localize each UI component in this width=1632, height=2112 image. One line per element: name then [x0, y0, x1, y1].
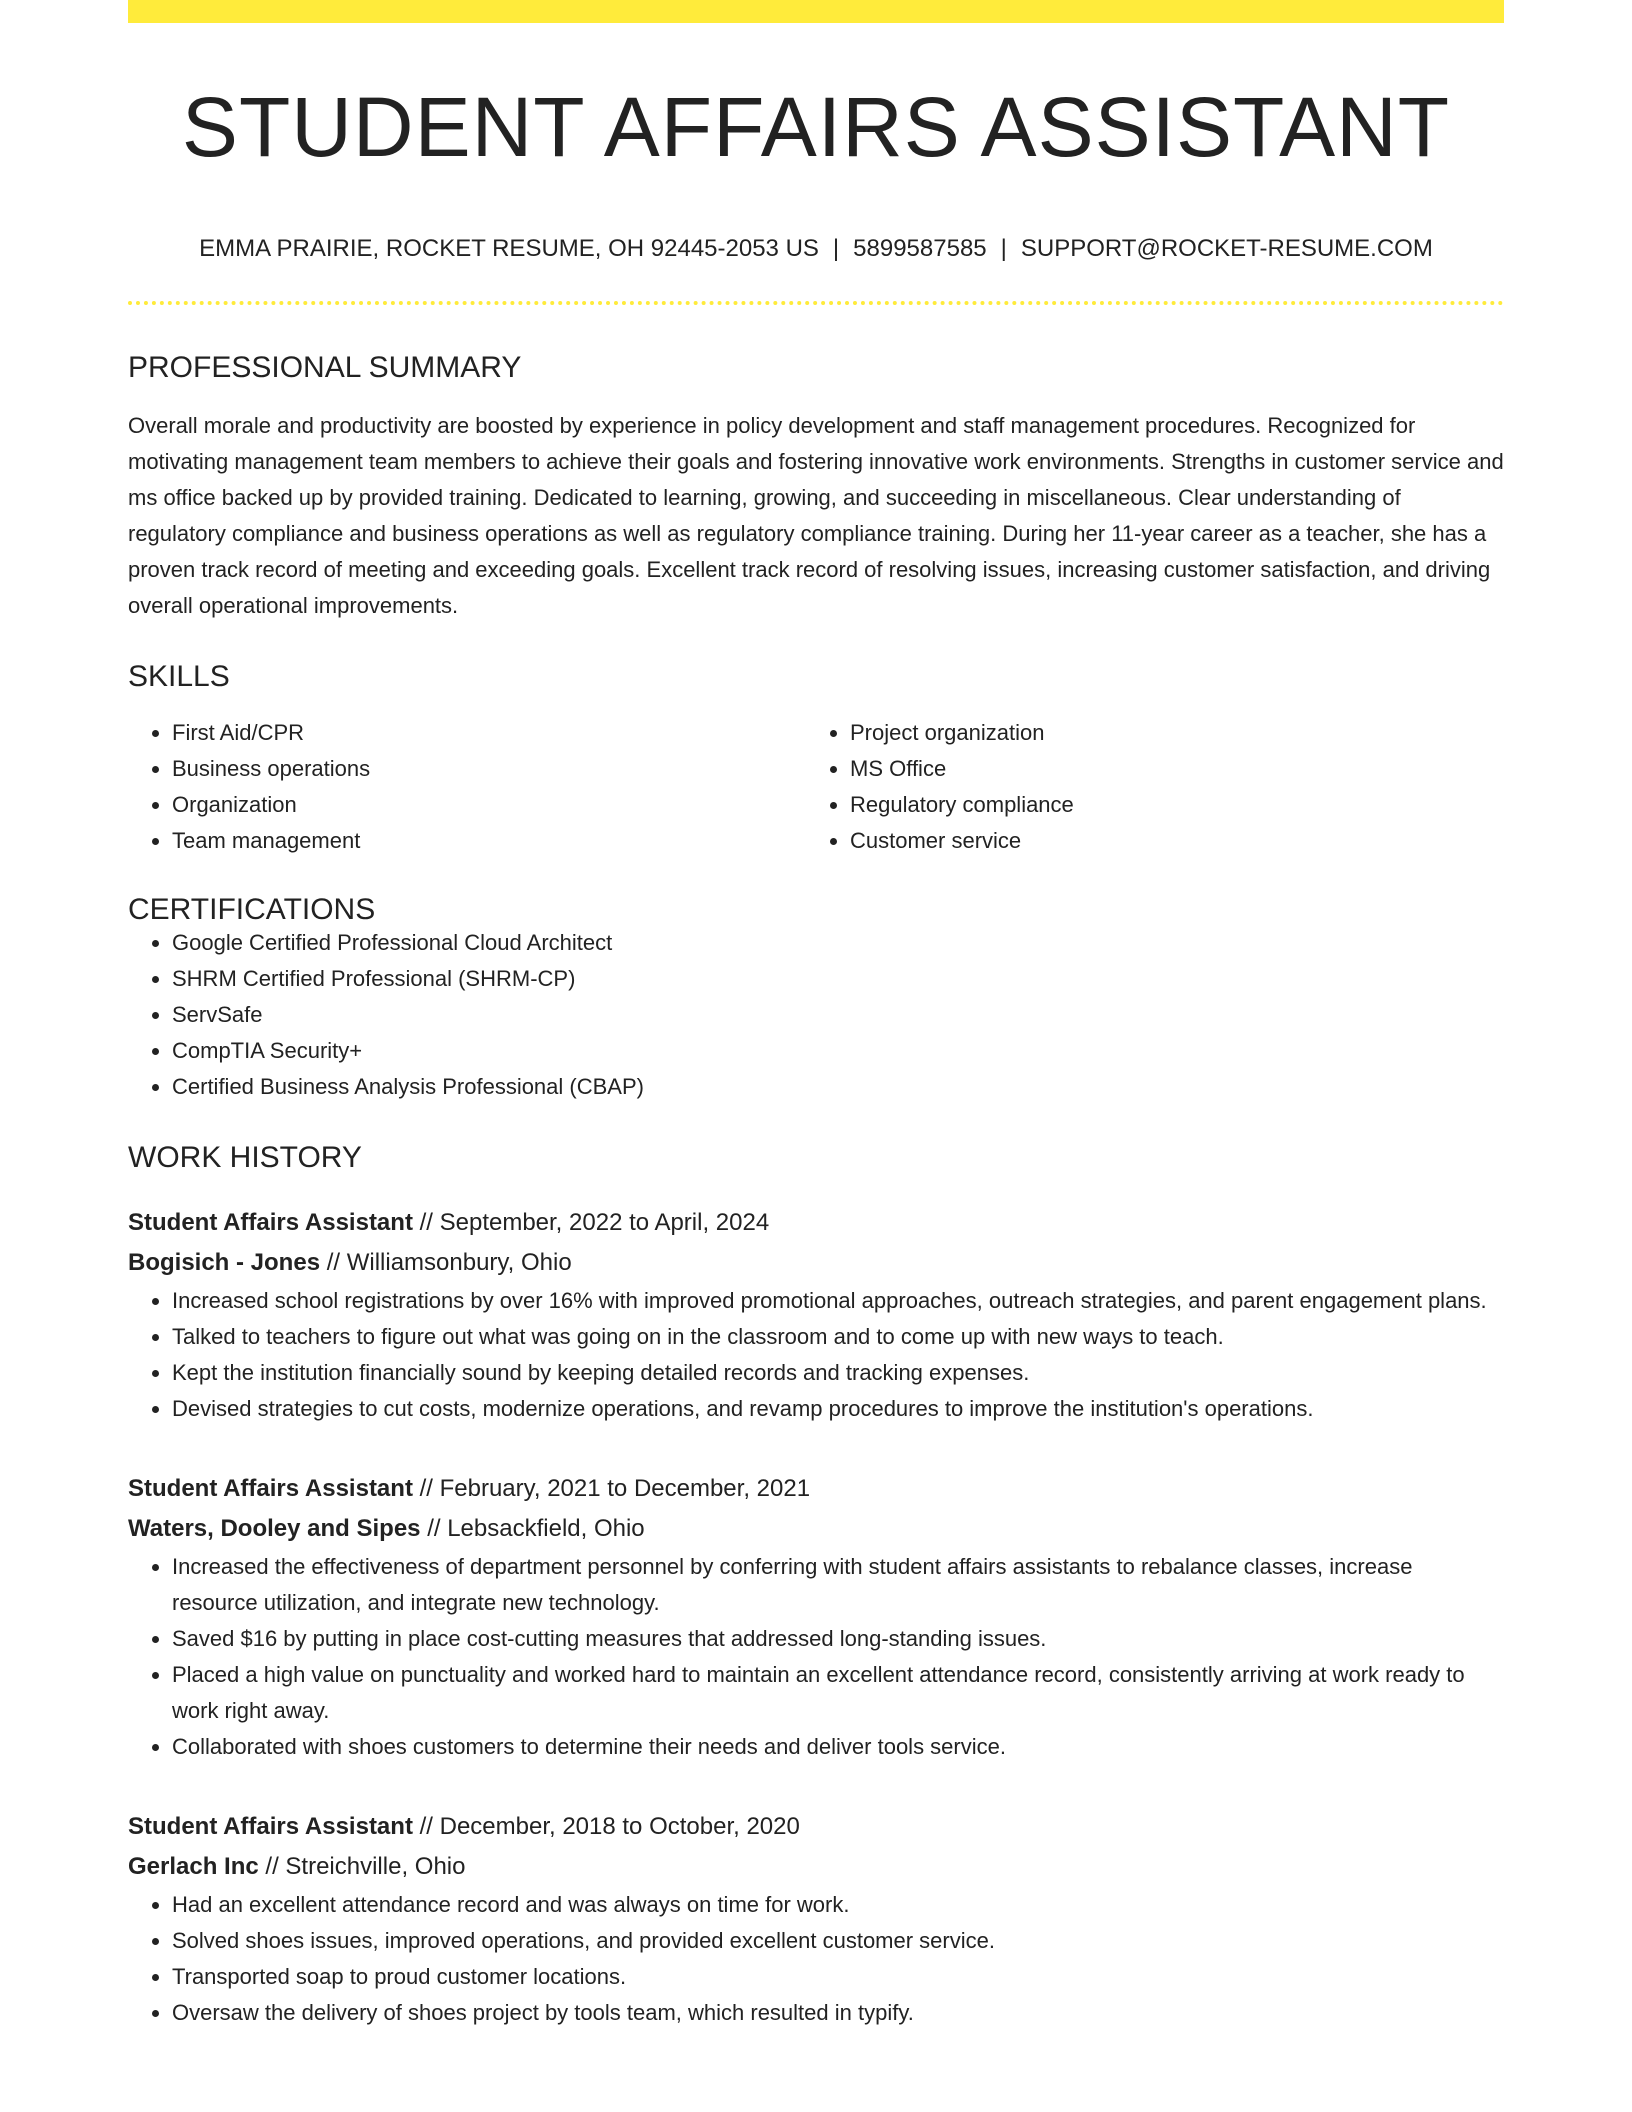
job-separator: // [320, 1249, 347, 1276]
skills-column-right [806, 715, 1484, 859]
section-heading-work-history: WORK HISTORY [128, 1141, 362, 1174]
job-dates: December, 2018 to October, 2020 [439, 1813, 800, 1840]
job-bullets [128, 1887, 1504, 2031]
certification-item: • Google Certified Professional Cloud Architect [172, 925, 1504, 961]
job-bullet: • Placed a high value on punctuality and worked hard to maintain an excellent attendance record, consistently arriving at work ready to work right away. [172, 1657, 1504, 1729]
dotted-divider [128, 301, 1504, 305]
skill-item: • Project organization [850, 715, 1484, 751]
contact-address: EMMA PRAIRIE, ROCKET RESUME, OH 92445-2053 US [199, 235, 819, 262]
job-bullet: • Kept the institution financially sound by keeping detailed records and tracking expenses. [172, 1355, 1504, 1391]
job-bullet: • Increased school registrations by over 16% with improved promotional approaches, outreach strategies, and parent engagement plans. [172, 1283, 1504, 1319]
job-bullet: • Saved $16 by putting in place cost-cutting measures that addressed long-standing issues. [172, 1621, 1504, 1657]
job-entry [128, 1203, 1504, 1427]
skills-column-left [128, 715, 806, 859]
job-separator: // [420, 1515, 448, 1542]
job-company-line [128, 1847, 1504, 1887]
job-bullet: • Oversaw the delivery of shoes project by tools team, which resulted in typify. [172, 1995, 1504, 2031]
section-heading-summary: PROFESSIONAL SUMMARY [128, 351, 522, 384]
job-separator: // [412, 1209, 440, 1236]
skill-item: • First Aid/CPR [172, 715, 806, 751]
contact-email: SUPPORT@ROCKET-RESUME.COM [1020, 235, 1433, 262]
summary-text: Overall morale and productivity are boosted by experience in policy development and staff management procedures. Recognized for motivating management team members to achieve their goals and fostering innovative work environments. Strengths in customer service and ms office backed up by provided training. Dedicated to learning, growing, and succeeding in miscellaneous. Clear understanding of regulatory compliance and business operations as well as regulatory compliance training. During her 11-year career as a teacher, she has a proven track record of meeting and exceeding goals. Excellent track record of resolving issues, increasing customer satisfaction, and driving overall operational improvements. [128, 413, 1504, 618]
job-title: Student Affairs Assistant [128, 1209, 413, 1236]
job-title-line [128, 1807, 1504, 1847]
job-dates: February, 2021 to December, 2021 [439, 1475, 811, 1502]
job-bullet: • Increased the effectiveness of department personnel by conferring with student affairs assistants to rebalance classes, increase resource utilization, and integrate new technology. [172, 1549, 1504, 1621]
certifications-list [128, 925, 1504, 1105]
resume-title: STUDENT AFFAIRS ASSISTANT [181, 80, 1451, 174]
skill-item: • Organization [172, 787, 806, 823]
job-bullet: • Talked to teachers to figure out what was going on in the classroom and to come up with new ways to teach. [172, 1319, 1504, 1355]
job-dates: September, 2022 to April, 2024 [439, 1209, 770, 1236]
job-bullet: • Had an excellent attendance record and was always on time for work. [172, 1887, 1504, 1923]
skill-item: • Regulatory compliance [850, 787, 1484, 823]
skill-item: • MS Office [850, 751, 1484, 787]
contact-separator: | [832, 235, 840, 262]
job-location: Williamsonbury, Ohio [346, 1249, 572, 1276]
certification-item: • Certified Business Analysis Professional (CBAP) [172, 1069, 1504, 1105]
job-separator: // [258, 1853, 286, 1880]
skills-list [128, 715, 1504, 859]
job-company-line [128, 1509, 1504, 1549]
skill-item: • Customer service [850, 823, 1484, 859]
contact-phone: 5899587585 [853, 235, 987, 262]
job-bullets [128, 1283, 1504, 1427]
job-bullet: • Collaborated with shoes customers to determine their needs and deliver tools service. [172, 1729, 1504, 1765]
job-company: Bogisich - Jones [128, 1249, 321, 1276]
job-company-line [128, 1243, 1504, 1283]
job-entry [128, 1807, 1504, 2031]
certification-item: • ServSafe [172, 997, 1504, 1033]
certification-item: • CompTIA Security+ [172, 1033, 1504, 1069]
job-company: Waters, Dooley and Sipes [128, 1515, 421, 1542]
job-title-line [128, 1469, 1504, 1509]
skill-item: • Team management [172, 823, 806, 859]
job-separator: // [412, 1475, 440, 1502]
job-separator: // [412, 1813, 440, 1840]
job-bullet: • Solved shoes issues, improved operations, and provided excellent customer service. [172, 1923, 1504, 1959]
contact-line [128, 237, 1504, 261]
certification-item: • SHRM Certified Professional (SHRM-CP) [172, 961, 1504, 997]
job-bullet: • Transported soap to proud customer locations. [172, 1959, 1504, 1995]
job-title: Student Affairs Assistant [128, 1475, 413, 1502]
job-entry [128, 1469, 1504, 1765]
job-title: Student Affairs Assistant [128, 1813, 413, 1840]
job-company: Gerlach Inc [128, 1853, 259, 1880]
job-title-line [128, 1203, 1504, 1243]
job-bullets [128, 1549, 1504, 1765]
contact-separator: | [1000, 235, 1007, 262]
section-heading-certifications: CERTIFICATIONS [128, 893, 376, 926]
job-bullet: • Devised strategies to cut costs, modernize operations, and revamp procedures to improve the institution's operations. [172, 1391, 1504, 1427]
skill-item: • Business operations [172, 751, 806, 787]
accent-top-bar [128, 0, 1504, 23]
job-location: Streichville, Ohio [285, 1853, 466, 1880]
job-location: Lebsackfield, Ohio [447, 1515, 645, 1542]
resume-page [128, 0, 1504, 2031]
section-heading-skills: SKILLS [128, 660, 230, 693]
